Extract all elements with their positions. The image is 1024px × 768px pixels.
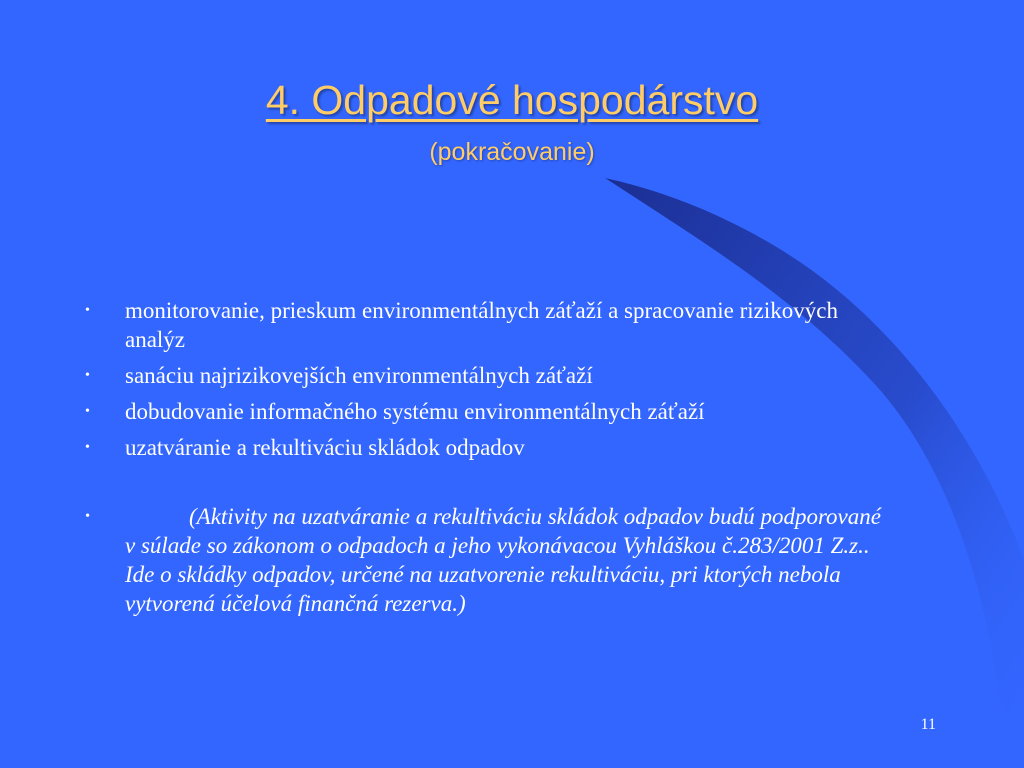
bullet-list xyxy=(85,296,885,625)
list-item xyxy=(85,296,885,354)
list-item xyxy=(85,397,885,426)
bullet-marker: • xyxy=(85,440,90,455)
list-item xyxy=(85,433,885,462)
bullet-marker: • xyxy=(85,303,90,318)
list-item-text: dobudovanie informačného systému environmentálnych záťaží xyxy=(125,399,705,424)
page-number: 11 xyxy=(920,716,936,733)
bullet-marker: • xyxy=(85,404,90,419)
bullet-marker: • xyxy=(85,368,90,383)
page-subtitle: (pokračovanie) xyxy=(429,138,595,166)
note-text: (Aktivity na uzatváranie a rekultiváciu skládok odpadov budú podporované v súlade so zákonom o odpadoch a jeho vykonávacou Vyhláškou č.283/2001 Z.z.. Ide o skládky odpadov, určené na uzatvorenie rekultiváciu, pri ktorých nebola vytvorená účelová finančná rezerva.) xyxy=(125,504,881,616)
list-item-text: uzatváranie a rekultiváciu skládok odpadov xyxy=(125,435,525,460)
list-item xyxy=(85,361,885,390)
page-title: 4. Odpadové hospodárstvo xyxy=(265,77,759,123)
list-item-text: monitorovanie, prieskum environmentálnych záťaží a spracovanie rizikových analýz xyxy=(125,298,838,352)
list-item-text: sanáciu najrizikovejších environmentálnych záťaží xyxy=(125,363,593,388)
note-item xyxy=(85,502,885,618)
bullet-marker: • xyxy=(85,509,90,524)
